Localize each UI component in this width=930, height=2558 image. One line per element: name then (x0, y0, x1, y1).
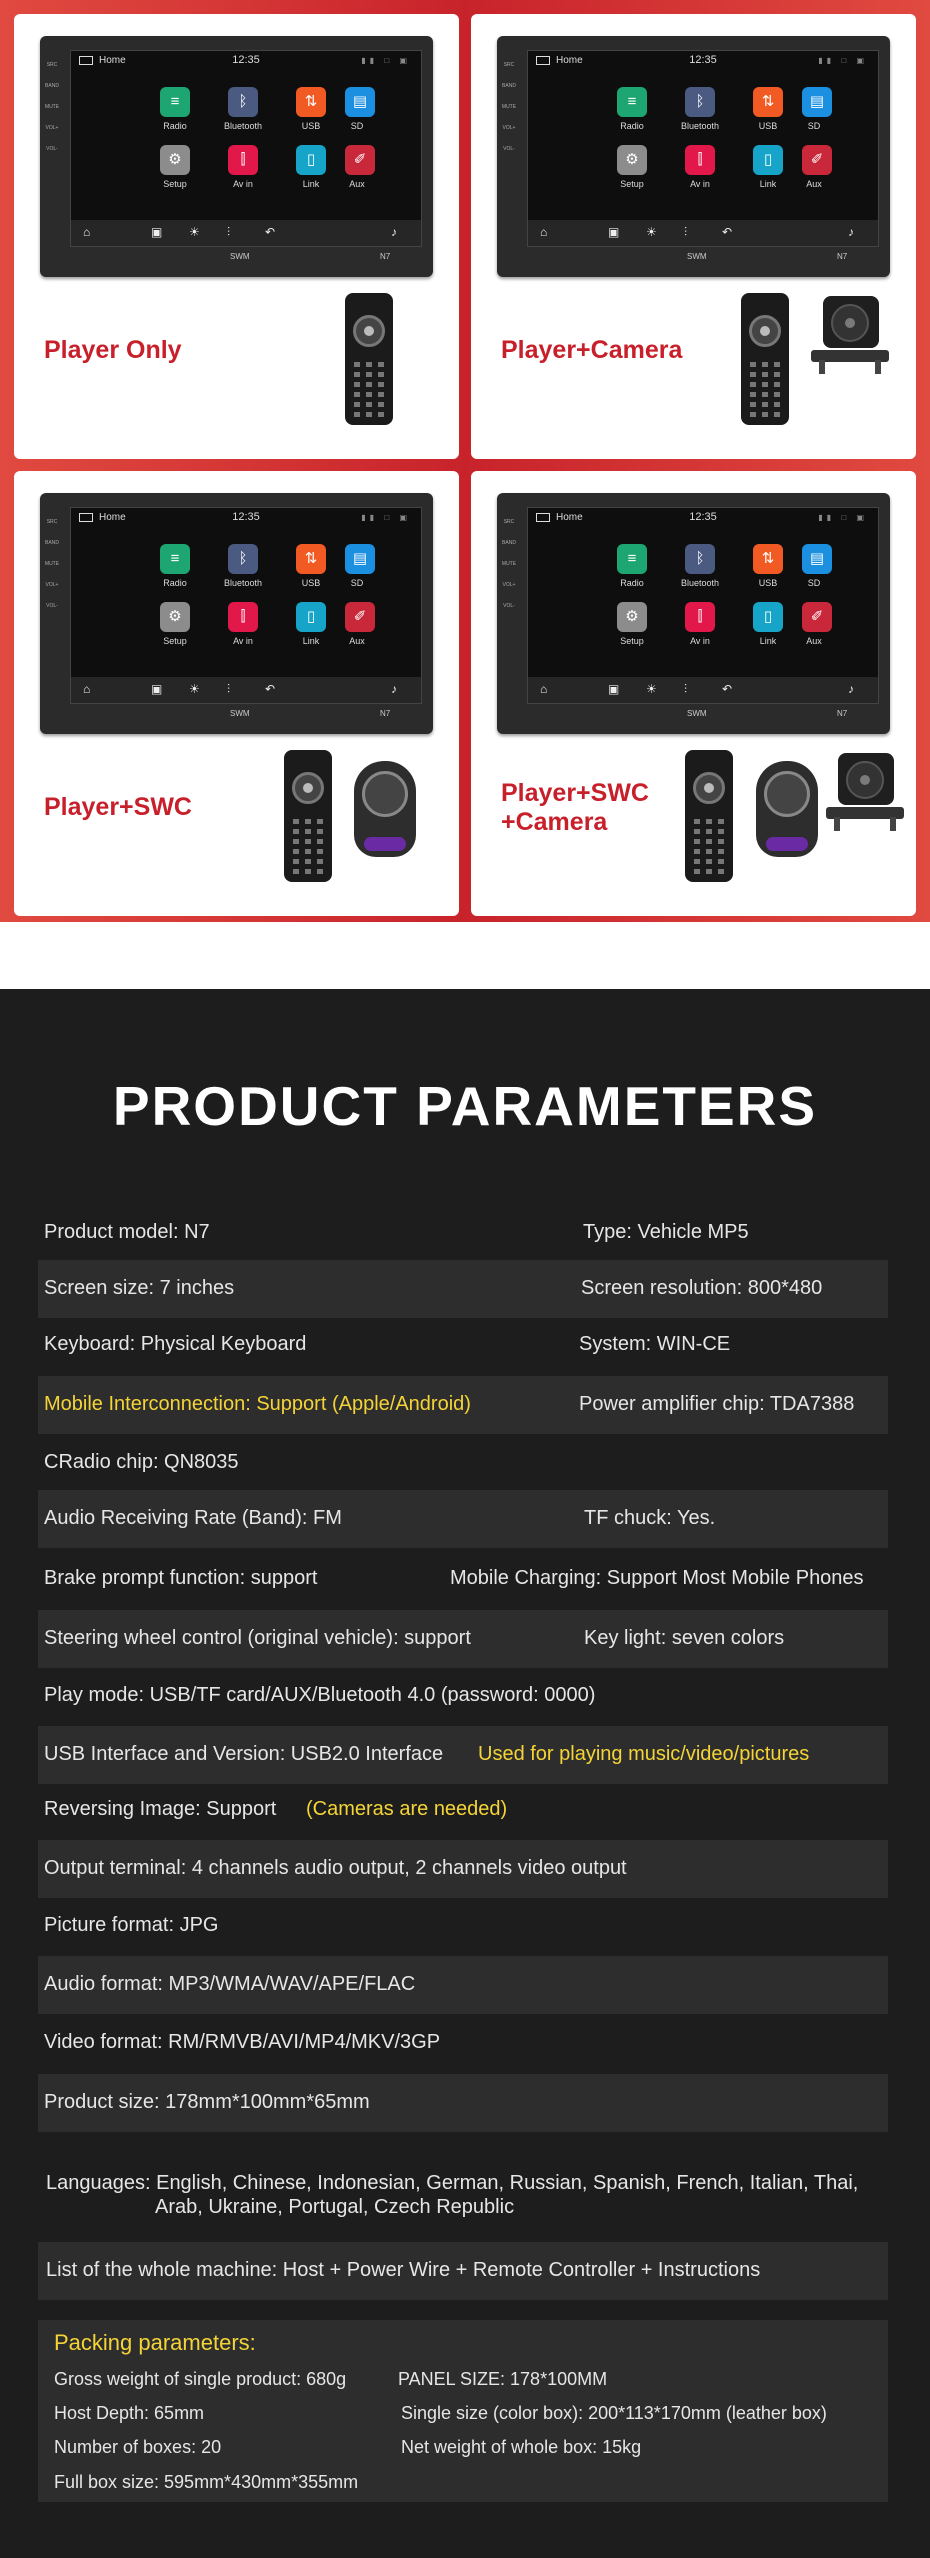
picture-icon: ▣ (608, 682, 620, 696)
signal-icon: ▮▮ □ ▣ (361, 513, 411, 522)
variant-title-line: Player+SWC (44, 793, 192, 821)
dock-bar (528, 677, 878, 703)
app-tile (598, 87, 666, 145)
aux-icon: ✐ (802, 145, 832, 175)
variant-card (14, 14, 459, 459)
bluetooth-icon: ᛒ (685, 544, 715, 574)
side-button-label: VOL+ (502, 125, 516, 131)
sd-card-icon: ▤ (802, 544, 832, 574)
parameter-left: CRadio chip: QN8035 (44, 1451, 239, 1473)
side-button-label: VOL+ (45, 125, 59, 131)
panel-size: PANEL SIZE: 178*100MM (398, 2369, 608, 2389)
radio-icon: ≡ (160, 544, 190, 574)
home-icon: ⌂ (540, 682, 548, 696)
app-tile (277, 87, 345, 145)
parameter-row (38, 1610, 888, 1668)
parameter-left: Video format: RM/RMVB/AVI/MP4/MKV/3GP (44, 2031, 441, 2053)
app-grid (141, 87, 371, 203)
status-home: Home (556, 512, 583, 523)
dock-bar (71, 220, 421, 246)
home-icon: ⌂ (540, 225, 548, 239)
app-tile (802, 544, 826, 602)
parameter-row (38, 2016, 888, 2070)
volume-icon: ♪ (391, 225, 397, 239)
app-tile (598, 544, 666, 602)
side-button-label: VOL- (503, 146, 515, 152)
parameter-left: Product model: N7 (44, 1221, 210, 1243)
app-grid (141, 544, 371, 660)
side-button-label: BAND (502, 83, 516, 89)
number-of-boxes: Number of boxes: 20 (54, 2437, 222, 2457)
status-bar (71, 51, 421, 69)
usb-icon: ⇅ (753, 87, 783, 117)
net-weight: Net weight of whole box: 15kg (401, 2437, 642, 2457)
equalizer-icon: ⫿ (228, 145, 258, 175)
machine-list-text: List of the whole machine: Host + Power Wire + Remote Controller + Instructions (46, 2259, 761, 2281)
app-label: Setup (163, 179, 187, 189)
side-button-label: MUTE (44, 561, 60, 567)
packing-title: Packing parameters: (54, 2330, 256, 2355)
app-label: Av in (690, 636, 710, 646)
side-button-label: MUTE (501, 561, 517, 567)
dock-bar (71, 677, 421, 703)
model-mark: N7 (380, 252, 391, 261)
app-tile (141, 602, 209, 660)
side-button-label: SRC (46, 62, 58, 68)
app-label: USB (758, 578, 778, 588)
app-tile (209, 87, 277, 145)
app-tile (141, 87, 209, 145)
side-button-label: BAND (45, 540, 59, 546)
app-label: Link (302, 636, 320, 646)
parameter-left: Steering wheel control (original vehicle): support (44, 1627, 471, 1649)
signal-icon: ▮▮ □ ▣ (818, 513, 868, 522)
parameter-right: Power amplifier chip: TDA7388 (579, 1393, 855, 1415)
app-tile (277, 602, 345, 660)
parameter-row (38, 2074, 888, 2132)
app-label: Link (759, 179, 777, 189)
app-tile (209, 602, 277, 660)
head-unit-image (40, 493, 433, 734)
app-label: USB (301, 121, 321, 131)
app-label: Link (759, 636, 777, 646)
languages-line-2: Arab, Ukraine, Portugal, Czech Republic (155, 2196, 515, 2218)
status-bar (71, 508, 421, 526)
head-unit-image (497, 493, 890, 734)
back-icon: ↶ (722, 682, 733, 696)
brightness-icon: ☀ (189, 225, 200, 239)
app-tile (209, 544, 277, 602)
back-icon: ↶ (265, 225, 276, 239)
parameter-left: Picture format: JPG (44, 1914, 219, 1936)
parameter-row (38, 1840, 888, 1898)
parameter-row (38, 1669, 888, 1723)
home-icon: ⌂ (83, 225, 91, 239)
app-tile (802, 602, 826, 660)
parameter-row (38, 1552, 888, 1606)
status-home: Home (556, 55, 583, 66)
app-label: Bluetooth (680, 121, 720, 131)
full-box-size: Full box size: 595mm*430mm*355mm (54, 2472, 359, 2492)
app-label: Av in (233, 636, 253, 646)
brand-mark: SWM (687, 709, 707, 718)
signal-icon: ▮▮ □ ▣ (818, 56, 868, 65)
equalizer-icon: ⫿ (685, 602, 715, 632)
languages-row (38, 2166, 888, 2226)
backup-camera-icon (811, 296, 889, 380)
machine-list-row (38, 2242, 888, 2300)
app-label: Radio (163, 578, 187, 588)
status-bar (528, 508, 878, 526)
steering-wheel-control-icon (354, 761, 416, 857)
parameter-note: Used for playing music/video/pictures (478, 1743, 810, 1765)
sd-card-icon: ▤ (802, 87, 832, 117)
phone-link-icon: ▯ (296, 145, 326, 175)
dock-bar (528, 220, 878, 246)
app-tile (141, 145, 209, 203)
app-label: Link (302, 179, 320, 189)
model-mark: N7 (380, 709, 391, 718)
app-tile (802, 145, 826, 203)
brightness-icon: ☀ (646, 225, 657, 239)
usb-icon: ⇅ (753, 544, 783, 574)
parameter-row (38, 1726, 888, 1784)
brightness-icon: ☀ (189, 682, 200, 696)
radio-icon: ≡ (617, 87, 647, 117)
app-tile (277, 145, 345, 203)
variant-grid (0, 0, 930, 922)
head-unit-screen (527, 50, 879, 247)
status-clock: 12:35 (689, 511, 717, 523)
parameter-row (38, 1260, 888, 1318)
side-button-label: VOL- (46, 146, 58, 152)
side-button-label: SRC (503, 519, 515, 525)
bluetooth-icon: ᛒ (685, 87, 715, 117)
app-label: SD (807, 121, 821, 131)
volume-icon: ♪ (848, 682, 854, 696)
packing-parameters-box (38, 2320, 888, 2502)
app-label: Aux (806, 636, 822, 646)
side-button-label: BAND (45, 83, 59, 89)
side-button-label: SRC (46, 519, 58, 525)
app-label: Setup (620, 179, 644, 189)
head-unit-screen (70, 50, 422, 247)
gear-icon: ⚙ (160, 145, 190, 175)
side-button-label: SRC (503, 62, 515, 68)
usb-icon: ⇅ (296, 544, 326, 574)
parameter-row (38, 1899, 888, 1953)
gear-icon: ⚙ (617, 602, 647, 632)
languages-line-1: Languages: English, Chinese, Indonesian, German, Russian, Spanish, French, Italian, Thai, (46, 2172, 859, 2194)
app-tile (345, 87, 369, 145)
app-tile (345, 602, 369, 660)
gear-icon: ⚙ (160, 602, 190, 632)
radio-icon: ≡ (617, 544, 647, 574)
head-unit-screen (527, 507, 879, 704)
parameter-right: Mobile Charging: Support Most Mobile Phones (450, 1567, 864, 1589)
variant-title-line: Player Only (44, 336, 182, 364)
picture-icon: ▣ (151, 225, 163, 239)
parameter-row (38, 1436, 888, 1490)
head-unit-image (40, 36, 433, 277)
app-grid (598, 87, 828, 203)
app-tile (598, 145, 666, 203)
app-label: Bluetooth (223, 121, 263, 131)
parameter-row (38, 1206, 888, 1260)
app-tile (598, 602, 666, 660)
remote-control-icon (345, 293, 393, 425)
app-label: USB (301, 578, 321, 588)
parameter-right: TF chuck: Yes. (584, 1507, 716, 1529)
parameter-left: Keyboard: Physical Keyboard (44, 1333, 307, 1355)
equalizer-icon: ⫶ (227, 682, 231, 696)
variant-card (14, 471, 459, 916)
brightness-icon: ☀ (646, 682, 657, 696)
app-grid (598, 544, 828, 660)
app-label: Setup (163, 636, 187, 646)
parameter-left: Output terminal: 4 channels audio output, 2 channels video output (44, 1857, 627, 1879)
app-label: Aux (806, 179, 822, 189)
head-unit-image (497, 36, 890, 277)
sd-card-icon: ▤ (345, 544, 375, 574)
side-button-label: VOL- (46, 603, 58, 609)
parameter-right: Key light: seven colors (584, 1627, 785, 1649)
brand-mark: SWM (230, 252, 250, 261)
host-depth: Host Depth: 65mm (54, 2403, 205, 2423)
equalizer-icon: ⫿ (685, 145, 715, 175)
remote-control-icon (284, 750, 332, 882)
status-clock: 12:35 (232, 511, 260, 523)
variant-title-line: +Camera (501, 808, 608, 836)
phone-link-icon: ▯ (753, 602, 783, 632)
app-label: Bluetooth (680, 578, 720, 588)
remote-control-icon (685, 750, 733, 882)
parameter-left: Reversing Image: Support (44, 1798, 277, 1820)
aux-icon: ✐ (345, 602, 375, 632)
status-clock: 12:35 (232, 54, 260, 66)
gear-icon: ⚙ (617, 145, 647, 175)
app-tile (734, 145, 802, 203)
app-tile (141, 544, 209, 602)
app-label: Aux (349, 636, 365, 646)
app-tile (734, 544, 802, 602)
home-icon: ⌂ (83, 682, 91, 696)
back-icon: ↶ (722, 225, 733, 239)
side-button-label: VOL- (503, 603, 515, 609)
app-tile (345, 145, 369, 203)
product-parameters-section (0, 989, 930, 2558)
aux-icon: ✐ (345, 145, 375, 175)
app-label: Radio (620, 121, 644, 131)
parameters-title: PRODUCT PARAMETERS (112, 1075, 818, 1137)
app-tile (666, 145, 734, 203)
app-tile (666, 87, 734, 145)
head-unit-screen (70, 507, 422, 704)
volume-icon: ♪ (391, 682, 397, 696)
side-button-label: BAND (502, 540, 516, 546)
bluetooth-icon: ᛒ (228, 544, 258, 574)
parameter-row (38, 1318, 888, 1372)
side-button-label: MUTE (501, 104, 517, 110)
parameter-left: Audio Receiving Rate (Band): FM (44, 1507, 342, 1529)
variant-card (471, 471, 916, 916)
variant-title (44, 336, 182, 365)
status-clock: 12:35 (689, 54, 717, 66)
side-button-label: VOL+ (45, 582, 59, 588)
parameter-row (38, 1490, 888, 1548)
parameter-note: (Cameras are needed) (306, 1798, 508, 1820)
app-label: Radio (620, 578, 644, 588)
app-tile (209, 145, 277, 203)
app-label: Av in (233, 179, 253, 189)
side-buttons (501, 58, 517, 258)
status-home: Home (99, 512, 126, 523)
parameter-left: USB Interface and Version: USB2.0 Interface (44, 1743, 444, 1765)
parameter-left: Mobile Interconnection: Support (Apple/Android) (44, 1393, 471, 1415)
app-label: Radio (163, 121, 187, 131)
picture-icon: ▣ (151, 682, 163, 696)
app-tile (277, 544, 345, 602)
radio-icon: ≡ (160, 87, 190, 117)
variant-card (471, 14, 916, 459)
parameter-row (38, 1783, 888, 1837)
equalizer-icon: ⫶ (684, 225, 688, 239)
parameter-left: Brake prompt function: support (44, 1567, 318, 1589)
side-button-label: VOL+ (502, 582, 516, 588)
steering-wheel-control-icon (756, 761, 818, 857)
parameter-row (38, 1956, 888, 2014)
brand-mark: SWM (230, 709, 250, 718)
equalizer-icon: ⫶ (684, 682, 688, 696)
variant-title (501, 336, 682, 365)
app-label: SD (350, 121, 364, 131)
phone-link-icon: ▯ (296, 602, 326, 632)
back-icon: ↶ (265, 682, 276, 696)
picture-icon: ▣ (608, 225, 620, 239)
app-tile (734, 602, 802, 660)
brand-mark: SWM (687, 252, 707, 261)
parameter-left: Audio format: MP3/WMA/WAV/APE/FLAC (44, 1973, 416, 1995)
bluetooth-icon: ᛒ (228, 87, 258, 117)
app-tile (802, 87, 826, 145)
parameter-left: Product size: 178mm*100mm*65mm (44, 2091, 370, 2113)
side-buttons (44, 58, 60, 258)
status-home: Home (99, 55, 126, 66)
usb-icon: ⇅ (296, 87, 326, 117)
side-button-label: MUTE (44, 104, 60, 110)
signal-icon: ▮▮ □ ▣ (361, 56, 411, 65)
app-label: Aux (349, 179, 365, 189)
phone-link-icon: ▯ (753, 145, 783, 175)
app-label: Setup (620, 636, 644, 646)
parameter-right: Screen resolution: 800*480 (581, 1277, 823, 1299)
backup-camera-icon (826, 753, 904, 837)
app-tile (345, 544, 369, 602)
parameter-left: Screen size: 7 inches (44, 1277, 235, 1299)
app-label: SD (807, 578, 821, 588)
parameter-right: System: WIN-CE (579, 1333, 731, 1355)
variant-title (44, 793, 192, 822)
app-tile (734, 87, 802, 145)
parameter-row (38, 1376, 888, 1434)
equalizer-icon: ⫶ (227, 225, 231, 239)
model-mark: N7 (837, 252, 848, 261)
variant-title-line: Player+Camera (501, 336, 683, 364)
parameter-right: Type: Vehicle MP5 (583, 1221, 749, 1243)
app-label: USB (758, 121, 778, 131)
app-tile (666, 602, 734, 660)
sd-card-icon: ▤ (345, 87, 375, 117)
variant-title-line: Player+SWC (501, 779, 649, 807)
side-buttons (501, 515, 517, 715)
side-buttons (44, 515, 60, 715)
app-tile (666, 544, 734, 602)
status-bar (528, 51, 878, 69)
app-label: SD (350, 578, 364, 588)
app-label: Bluetooth (223, 578, 263, 588)
aux-icon: ✐ (802, 602, 832, 632)
app-label: Av in (690, 179, 710, 189)
variant-title (501, 779, 649, 837)
equalizer-icon: ⫿ (228, 602, 258, 632)
model-mark: N7 (837, 709, 848, 718)
single-size: Single size (color box): 200*113*170mm (leather box) (401, 2403, 827, 2423)
parameter-left: Play mode: USB/TF card/AUX/Bluetooth 4.0 (password: 0000) (44, 1684, 596, 1706)
gross-weight: Gross weight of single product: 680g (54, 2369, 347, 2389)
volume-icon: ♪ (848, 225, 854, 239)
remote-control-icon (741, 293, 789, 425)
